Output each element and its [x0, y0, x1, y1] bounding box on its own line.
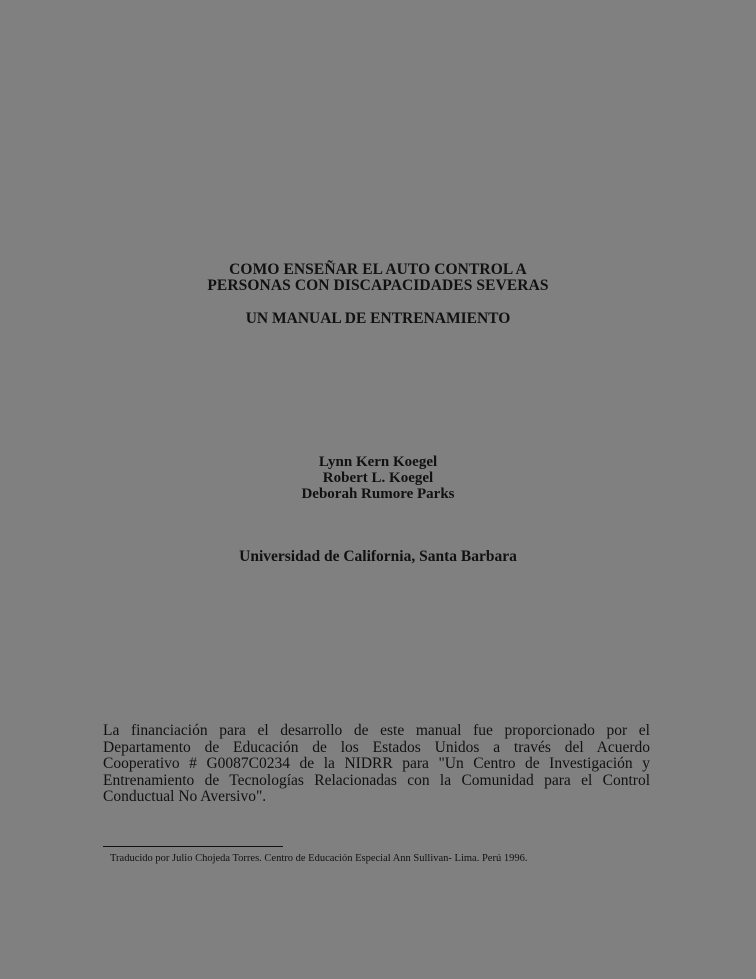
footnote-divider	[103, 846, 283, 847]
translator-footnote: Traducido por Julio Chojeda Torres. Centro de Educación Especial Ann Sullivan- Lima. Perú 1996.	[110, 853, 528, 864]
title-line: PERSONAS CON DISCAPACIDADES SEVERAS	[207, 277, 549, 294]
funding-line: Entrenamiento de Tecnologías Relacionadas con la Comunidad para el Control	[103, 771, 650, 789]
author-name: Robert L. Koegel	[322, 470, 434, 486]
author-list	[0, 454, 756, 502]
institution-name: Universidad de California, Santa Barbara	[239, 548, 517, 565]
funding-paragraph	[103, 723, 650, 806]
author-name: Deborah Rumore Parks	[301, 486, 455, 502]
funding-line: Cooperativo # G0087C0234 de la NIDRR para "Un Centro de Investigación y	[103, 755, 650, 773]
funding-line: Conductual No Aversivo".	[103, 788, 267, 806]
document-subtitle: UN MANUAL DE ENTRENAMIENTO	[245, 310, 511, 327]
funding-line: Departamento de Educación de los Estados Unidos a través del Acuerdo	[103, 738, 650, 756]
author-name: Lynn Kern Koegel	[318, 454, 438, 470]
title-line: COMO ENSEÑAR EL AUTO CONTROL A	[229, 261, 527, 278]
funding-line: La financiación para el desarrollo de este manual fue proporcionado por el	[103, 722, 650, 739]
document-title	[0, 262, 756, 294]
